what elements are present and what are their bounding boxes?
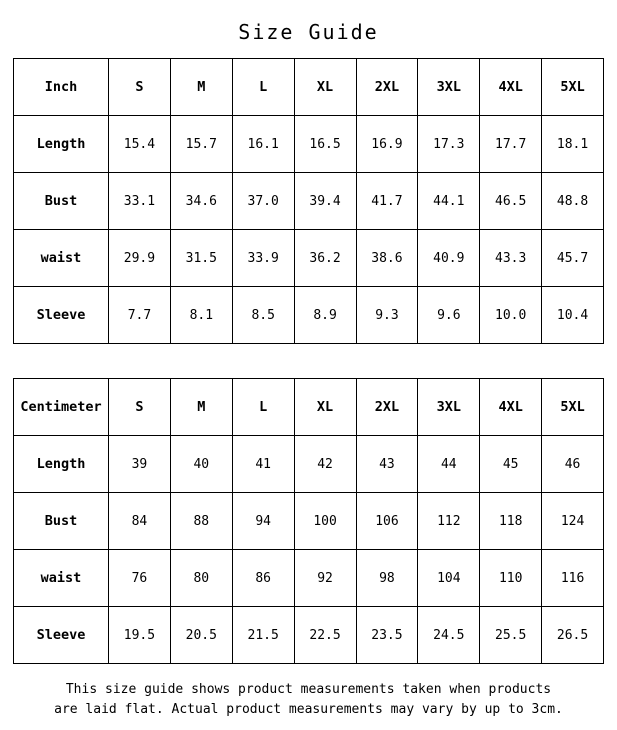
table-cell: 45.7 (542, 230, 604, 287)
table-cell: 94 (232, 493, 294, 550)
table-cell: 42 (294, 436, 356, 493)
column-header-size: 4XL (480, 59, 542, 116)
column-header-size: XL (294, 379, 356, 436)
column-header-size: M (170, 59, 232, 116)
table-cell: 40 (170, 436, 232, 493)
table-cell: 43.3 (480, 230, 542, 287)
footnote-line-2: are laid flat. Actual product measurements may vary by up to 3cm. (54, 702, 563, 717)
table-cell: 98 (356, 550, 418, 607)
page-title: Size Guide (238, 20, 379, 44)
column-header-size: L (232, 59, 294, 116)
table-cell: 88 (170, 493, 232, 550)
table-cell: 8.9 (294, 287, 356, 344)
table-cell: 46 (542, 436, 604, 493)
column-header-size: S (109, 59, 171, 116)
table-header-row (14, 59, 604, 116)
table-cell: 112 (418, 493, 480, 550)
table-cell: 39 (109, 436, 171, 493)
column-header-size: 2XL (356, 379, 418, 436)
row-label: Length (14, 436, 109, 493)
table-cell: 16.9 (356, 116, 418, 173)
table-row (14, 436, 604, 493)
footnote (13, 664, 604, 720)
table-cell: 86 (232, 550, 294, 607)
table-cell: 43 (356, 436, 418, 493)
column-header-size: 3XL (418, 59, 480, 116)
unit-label-centimeter: Centimeter (14, 379, 109, 436)
table-cell: 19.5 (109, 607, 171, 664)
table-cell: 16.5 (294, 116, 356, 173)
centimeter-size-table (13, 378, 604, 664)
table-cell: 37.0 (232, 173, 294, 230)
column-header-size: 3XL (418, 379, 480, 436)
table-cell: 76 (109, 550, 171, 607)
row-label: Bust (14, 173, 109, 230)
table-cell: 24.5 (418, 607, 480, 664)
column-header-size: M (170, 379, 232, 436)
table-cell: 9.6 (418, 287, 480, 344)
footnote-line-1: This size guide shows product measurements taken when products (65, 682, 552, 697)
table-cell: 8.1 (170, 287, 232, 344)
row-label: Sleeve (14, 287, 109, 344)
table-cell: 40.9 (418, 230, 480, 287)
table-cell: 31.5 (170, 230, 232, 287)
table-cell: 46.5 (480, 173, 542, 230)
row-label: Length (14, 116, 109, 173)
table-cell: 33.9 (232, 230, 294, 287)
column-header-size: L (232, 379, 294, 436)
table-cell: 10.0 (480, 287, 542, 344)
table-cell: 45 (480, 436, 542, 493)
table-cell: 116 (542, 550, 604, 607)
table-cell: 48.8 (542, 173, 604, 230)
table-cell: 21.5 (232, 607, 294, 664)
table-cell: 17.3 (418, 116, 480, 173)
column-header-size: 4XL (480, 379, 542, 436)
table-cell: 8.5 (232, 287, 294, 344)
table-row (14, 607, 604, 664)
table-cell: 18.1 (542, 116, 604, 173)
table-row (14, 173, 604, 230)
table-cell: 100 (294, 493, 356, 550)
table-cell: 106 (356, 493, 418, 550)
table-row (14, 116, 604, 173)
table-cell: 41 (232, 436, 294, 493)
column-header-size: 5XL (542, 379, 604, 436)
table-cell: 36.2 (294, 230, 356, 287)
table-cell: 124 (542, 493, 604, 550)
table-cell: 10.4 (542, 287, 604, 344)
table-cell: 41.7 (356, 173, 418, 230)
column-header-size: 2XL (356, 59, 418, 116)
table-cell: 15.4 (109, 116, 171, 173)
row-label: Bust (14, 493, 109, 550)
table-cell: 104 (418, 550, 480, 607)
table-cell: 38.6 (356, 230, 418, 287)
table-header-row (14, 379, 604, 436)
row-label: waist (14, 550, 109, 607)
column-header-size: S (109, 379, 171, 436)
table-cell: 15.7 (170, 116, 232, 173)
table-cell: 16.1 (232, 116, 294, 173)
table-cell: 25.5 (480, 607, 542, 664)
table-row (14, 230, 604, 287)
column-header-size: 5XL (542, 59, 604, 116)
table-cell: 80 (170, 550, 232, 607)
table-cell: 118 (480, 493, 542, 550)
table-cell: 34.6 (170, 173, 232, 230)
table-cell: 9.3 (356, 287, 418, 344)
table-cell: 7.7 (109, 287, 171, 344)
table-cell: 22.5 (294, 607, 356, 664)
table-cell: 84 (109, 493, 171, 550)
table-cell: 26.5 (542, 607, 604, 664)
column-header-size: XL (294, 59, 356, 116)
table-cell: 39.4 (294, 173, 356, 230)
row-label: Sleeve (14, 607, 109, 664)
table-cell: 44.1 (418, 173, 480, 230)
table-cell: 29.9 (109, 230, 171, 287)
table-row (14, 287, 604, 344)
inch-size-table (13, 58, 604, 344)
table-cell: 23.5 (356, 607, 418, 664)
table-cell: 92 (294, 550, 356, 607)
row-label: waist (14, 230, 109, 287)
table-cell: 110 (480, 550, 542, 607)
table-cell: 20.5 (170, 607, 232, 664)
table-cell: 17.7 (480, 116, 542, 173)
table-cell: 33.1 (109, 173, 171, 230)
table-divider (13, 344, 604, 378)
table-row (14, 550, 604, 607)
table-row (14, 493, 604, 550)
table-cell: 44 (418, 436, 480, 493)
unit-label-inch: Inch (14, 59, 109, 116)
